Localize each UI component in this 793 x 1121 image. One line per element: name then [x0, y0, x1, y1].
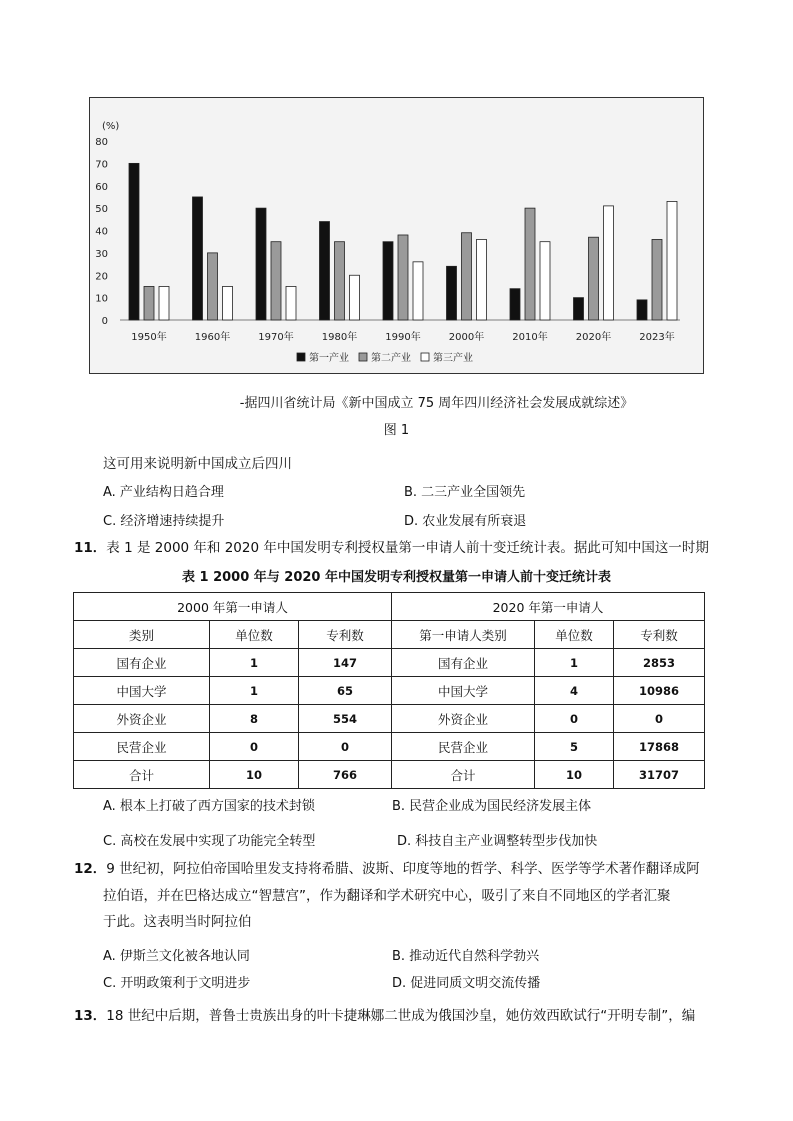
table-cell: 1 — [210, 677, 299, 705]
table-cell: 2853 — [614, 649, 705, 677]
q11-stem-text: 表 1 是 2000 年和 2020 年中国发明专利授权量第一申请人前十变迁统计表。据此可知中国这一时期 — [106, 540, 709, 556]
bar-3 — [159, 286, 169, 320]
header-cell: 专利数 — [614, 621, 705, 649]
q10-option-b: B. 二三产业全国领先 — [404, 485, 526, 500]
q11-stem — [74, 536, 709, 556]
bar-1 — [129, 163, 139, 320]
y-tick-label: 0 — [101, 316, 108, 327]
x-tick-label: 1950年 — [131, 332, 167, 343]
y-tick-label: 40 — [95, 226, 108, 238]
table-cell: 1 — [535, 649, 614, 677]
bar-2 — [525, 208, 535, 320]
bar-3 — [540, 242, 550, 320]
table-cell: 国有企业 — [74, 649, 210, 677]
group-2020: 2020 年第一申请人 — [392, 593, 705, 621]
bar-3 — [413, 262, 423, 320]
table-cell: 5 — [535, 733, 614, 761]
chart-canvas — [90, 98, 703, 373]
q12-stem-line1 — [74, 857, 700, 877]
table-row — [74, 733, 705, 761]
bar-1 — [193, 197, 203, 320]
table-cell: 民营企业 — [392, 733, 535, 761]
bar-3 — [286, 286, 296, 320]
q12-option-d: D. 促进同质文明交流传播 — [392, 976, 541, 991]
table-header-row — [74, 621, 705, 649]
q10-option-a: A. 产业结构日趋合理 — [103, 485, 224, 500]
table-row — [74, 761, 705, 789]
q12-stem-text: 9 世纪初，阿拉伯帝国哈里发支持将希腊、波斯、印度等地的哲学、科学、医学等学术著作翻译成阿 — [106, 861, 700, 877]
group-2000: 2000 年第一申请人 — [74, 593, 392, 621]
bar-2 — [652, 239, 662, 320]
table-cell: 民营企业 — [74, 733, 210, 761]
y-tick-label: 20 — [95, 271, 108, 283]
bar-3 — [223, 286, 233, 320]
table-cell: 0 — [614, 705, 705, 733]
table-cell: 554 — [299, 705, 392, 733]
bar-3 — [477, 239, 487, 320]
table-cell: 10 — [535, 761, 614, 789]
q11-option-d: D. 科技自主产业调整转型步伐加快 — [397, 834, 598, 849]
bar-1 — [320, 222, 330, 320]
q12-stem-line3: 于此。这表明当时阿拉伯 — [103, 914, 252, 930]
legend-swatch — [359, 353, 367, 361]
y-tick-label: 80 — [95, 137, 108, 148]
chart-source: -据四川省统计局《新中国成立 75 周年四川经济社会发展成就综述》 — [239, 396, 634, 411]
table-cell: 0 — [299, 733, 392, 761]
table-cell: 31707 — [614, 761, 705, 789]
table-cell: 766 — [299, 761, 392, 789]
q11-option-a: A. 根本上打破了西方国家的技术封锁 — [103, 799, 315, 814]
bar-2 — [589, 237, 599, 320]
bar-2 — [144, 286, 154, 320]
x-tick-label: 2010年 — [512, 332, 548, 343]
bar-1 — [574, 298, 584, 320]
table-cell: 8 — [210, 705, 299, 733]
legend-label: 第三产业 — [433, 353, 473, 364]
table-cell: 中国大学 — [392, 677, 535, 705]
bar-2 — [398, 235, 408, 320]
y-tick-label: 10 — [95, 293, 108, 305]
table-cell: 0 — [535, 705, 614, 733]
table-cell: 17868 — [614, 733, 705, 761]
table-cell: 1 — [210, 649, 299, 677]
header-cell: 单位数 — [535, 621, 614, 649]
table-cell: 外资企业 — [74, 705, 210, 733]
table-cell: 10986 — [614, 677, 705, 705]
table-cell: 外资企业 — [392, 705, 535, 733]
table-cell: 中国大学 — [74, 677, 210, 705]
bar-1 — [637, 300, 647, 320]
bar-3 — [604, 206, 614, 320]
patent-table — [73, 592, 705, 789]
table-cell: 合计 — [74, 761, 210, 789]
table-row — [74, 677, 705, 705]
q12-option-a: A. 伊斯兰文化被各地认同 — [103, 949, 250, 964]
header-cell: 类别 — [74, 621, 210, 649]
x-tick-label: 1970年 — [258, 332, 294, 343]
header-cell: 第一申请人类别 — [392, 621, 535, 649]
x-tick-label: 2023年 — [639, 332, 675, 343]
bar-1 — [447, 266, 457, 320]
table-group-header-row — [74, 593, 705, 621]
q13-number: 13． — [74, 1008, 107, 1024]
table-cell: 合计 — [392, 761, 535, 789]
q11-number: 11． — [74, 540, 107, 556]
header-cell: 单位数 — [210, 621, 299, 649]
table-cell: 65 — [299, 677, 392, 705]
header-cell: 专利数 — [299, 621, 392, 649]
legend-label: 第一产业 — [309, 353, 349, 364]
y-unit-label: (%) — [102, 121, 120, 132]
y-tick-label: 50 — [95, 204, 108, 216]
bar-3 — [350, 275, 360, 320]
figure-label: 图 1 — [383, 423, 410, 438]
q11-option-b: B. 民营企业成为国民经济发展主体 — [392, 799, 592, 814]
table-row — [74, 705, 705, 733]
y-tick-label: 30 — [95, 248, 108, 260]
table-cell: 4 — [535, 677, 614, 705]
q12-stem-line2: 拉伯语，并在巴格达成立“智慧宫”，作为翻译和学术研究中心，吸引了来自不同地区的学者汇聚 — [103, 888, 671, 904]
bar-2 — [335, 242, 345, 320]
bar-chart — [89, 97, 704, 374]
table-cell: 0 — [210, 733, 299, 761]
table-cell: 147 — [299, 649, 392, 677]
table-cell: 10 — [210, 761, 299, 789]
bar-2 — [271, 242, 281, 320]
bar-1 — [510, 289, 520, 320]
x-tick-label: 2020年 — [575, 332, 612, 343]
legend-label: 第二产业 — [371, 353, 411, 364]
q13-stem-text: 18 世纪中后期，普鲁士贵族出身的叶卡捷琳娜二世成为俄国沙皇，她仿效西欧试行“开明专制”，编 — [106, 1008, 696, 1024]
table-row — [74, 649, 705, 677]
q13-stem-line1 — [74, 1004, 695, 1024]
q12-option-b: B. 推动近代自然科学勃兴 — [392, 949, 540, 964]
legend-swatch — [297, 353, 305, 361]
x-tick-label: 2000年 — [448, 332, 485, 343]
q10-option-d: D. 农业发展有所衰退 — [404, 514, 527, 529]
x-tick-label: 1960年 — [194, 332, 231, 343]
x-tick-label: 1990年 — [385, 332, 421, 343]
y-tick-label: 70 — [95, 159, 108, 171]
legend-swatch — [421, 353, 429, 361]
y-tick-label: 60 — [95, 181, 108, 193]
bar-1 — [383, 242, 393, 320]
q10-stem: 这可用来说明新中国成立后四川 — [103, 456, 292, 472]
table-caption: 表 1 2000 年与 2020 年中国发明专利授权量第一申请人前十变迁统计表 — [181, 570, 612, 585]
bar-2 — [462, 233, 472, 320]
bar-3 — [667, 201, 677, 320]
q10-option-c: C. 经济增速持续提升 — [103, 514, 225, 529]
q12-number: 12． — [74, 861, 107, 877]
q11-option-c: C. 高校在发展中实现了功能完全转型 — [103, 834, 316, 849]
q12-option-c: C. 开明政策利于文明进步 — [103, 976, 251, 991]
table-cell: 国有企业 — [392, 649, 535, 677]
x-tick-label: 1980年 — [321, 332, 358, 343]
bar-1 — [256, 208, 266, 320]
bar-2 — [208, 253, 218, 320]
